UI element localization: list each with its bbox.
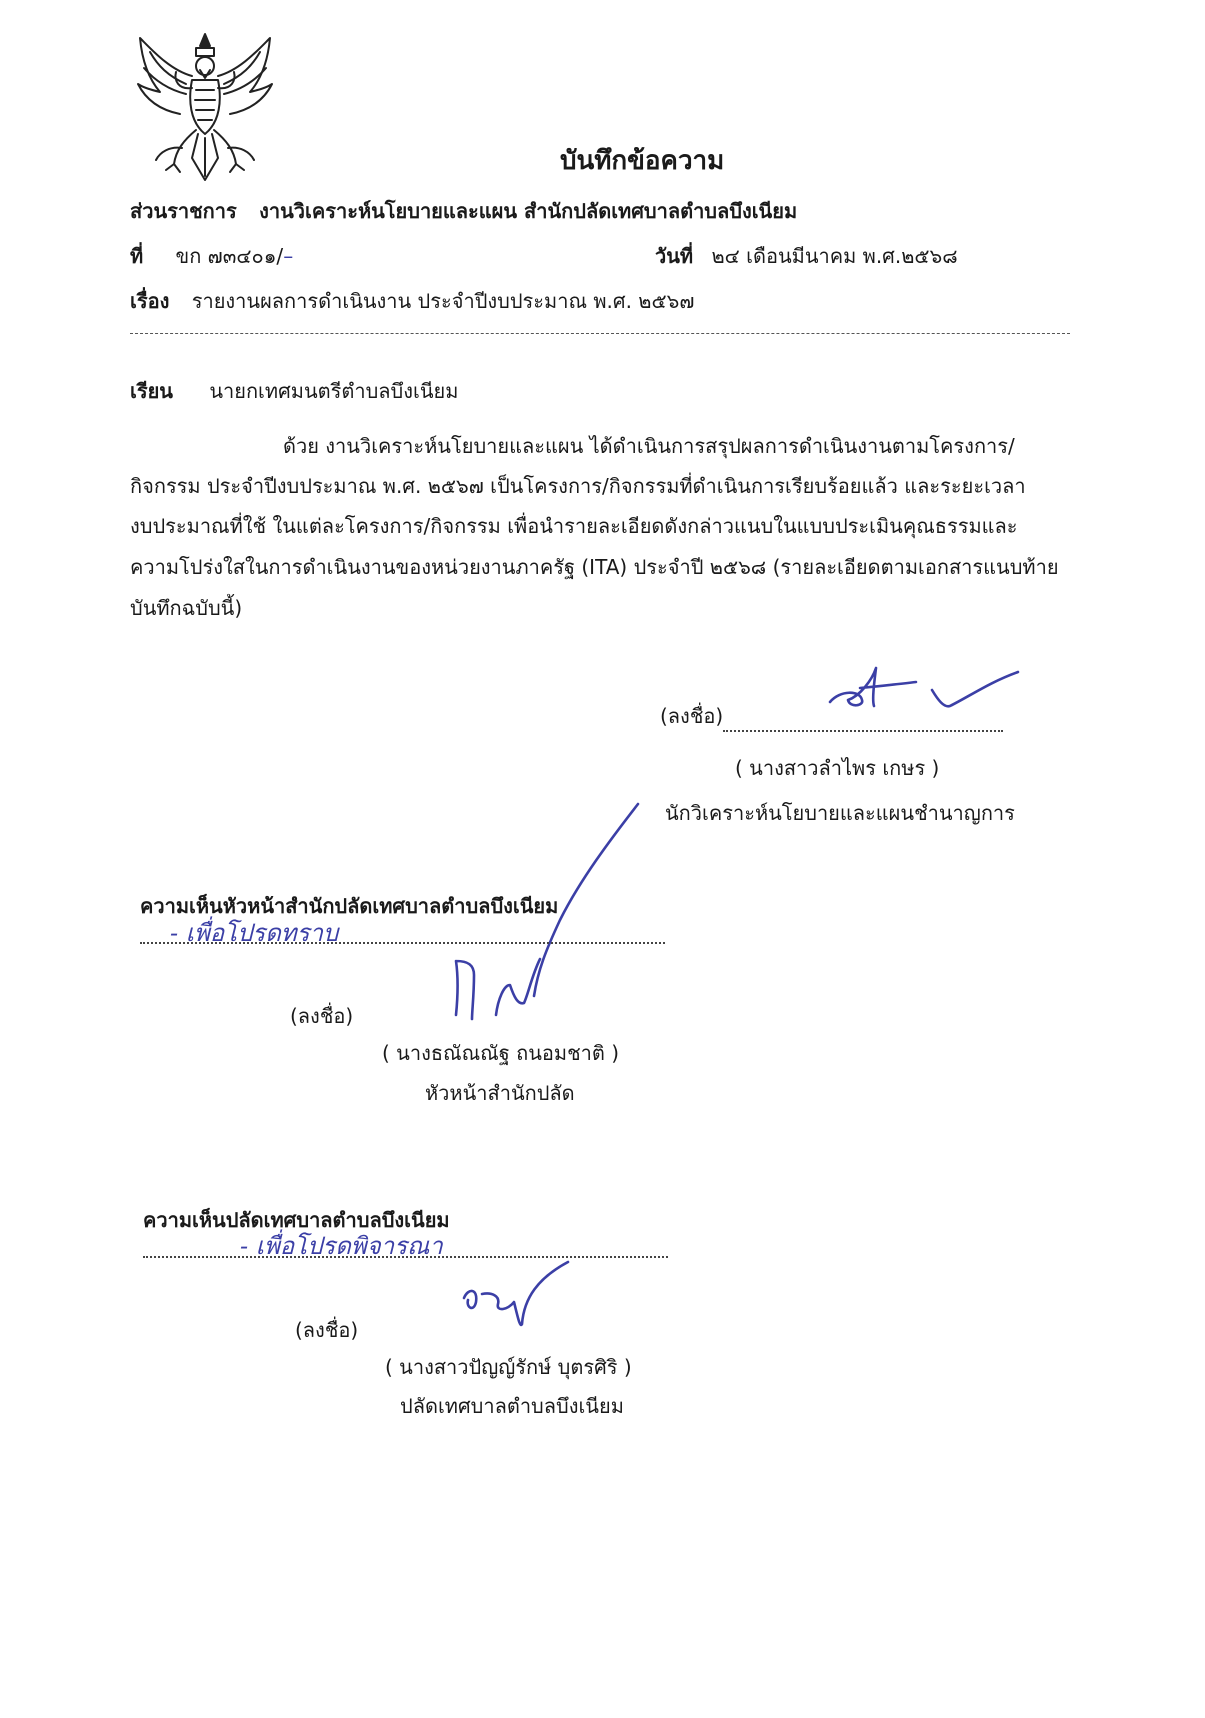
date-value: ๒๔ เดือนมีนาคม พ.ศ.๒๕๖๘ (711, 244, 958, 268)
salutation-value: นายกเทศมนตรีตำบลบึงเนียม (209, 379, 459, 403)
reference-value: ขก ๗๓๔๐๑/ (175, 244, 284, 268)
header-divider (130, 333, 1070, 334)
subject-value: รายงานผลการดำเนินงาน ประจำปีงบประมาณ พ.ศ. ๒๕๖๗ (191, 289, 695, 313)
opinion-1-dotted-line (140, 942, 665, 944)
garuda-emblem (130, 30, 280, 185)
opinion-1-handwritten-note: - เพื่อโปรดทราบ (170, 919, 339, 947)
agency-value: งานวิเคราะห์นโยบายและแผน สำนักปลัดเทศบาลตำบลบึงเนียม (259, 199, 798, 223)
body-line-5: บันทึกฉบับนี้) (130, 596, 243, 620)
agency-row (130, 195, 797, 227)
subject-label: เรื่อง (130, 289, 170, 313)
document-title: บันทึกข้อความ (560, 146, 725, 176)
opinion-2-handwritten-note: - เพื่อโปรดพิจารณา (240, 1232, 443, 1260)
opinion-1-sign-label: (ลงชื่อ) (290, 1004, 354, 1028)
body-line-4: ความโปร่งใสในการดำเนินงานของหน่วยงานภาครัฐ (ITA) ประจำปี ๒๕๖๘ (รายละเอียดตามเอกสารแนบท้าย (130, 555, 1059, 579)
signature-1-position: นักวิเคราะห์นโยบายและแผนชำนาญการ (665, 801, 1015, 825)
subject-row (130, 285, 694, 317)
opinion-1-position: หัวหน้าสำนักปลัด (425, 1081, 575, 1105)
body-line-2: กิจกรรม ประจำปีงบประมาณ พ.ศ. ๒๕๖๗ เป็นโครงการ/กิจกรรมที่ดำเนินการเรียบร้อยแล้ว และระยะเวลา (130, 474, 1026, 498)
opinion-1-signature (448, 955, 558, 1025)
opinion-1-name: ( นางธณัณณัฐ ถนอมชาติ ) (382, 1041, 620, 1065)
date-label: วันที่ (655, 244, 694, 268)
reference-row (130, 240, 293, 272)
signature-1-label: (ลงชื่อ) (660, 704, 724, 728)
reference-label: ที่ (130, 244, 144, 268)
body-line-3: งบประมาณที่ใช้ ในแต่ละโครงการ/กิจกรรม เพื่อนำรายละเอียดดังกล่าวแนบในแบบประเมินคุณธรรมและ (130, 514, 1018, 538)
signature-1-name: ( นางสาวลำไพร เกษร ) (735, 756, 940, 780)
salutation (130, 375, 458, 407)
body-line-1: ด้วย งานวิเคราะห์นโยบายและแผน ได้ดำเนินการสรุปผลการดำเนินงานตามโครงการ/ (283, 434, 1015, 458)
salutation-label: เรียน (130, 379, 173, 403)
opinion-1-heading: ความเห็นหัวหน้าสำนักปลัดเทศบาลตำบลบึงเนียม (140, 894, 559, 918)
opinion-2-dotted-line (143, 1256, 668, 1258)
reference-ink-mark: – (283, 244, 294, 268)
opinion-2-sign-label: (ลงชื่อ) (295, 1318, 359, 1342)
opinion-2-name: ( นางสาวปัญญ์รักษ์ บุตรศิริ ) (385, 1355, 632, 1379)
date-row (655, 240, 958, 272)
signature-1-handwriting (820, 660, 1020, 720)
opinion-2-signature (458, 1258, 578, 1328)
agency-label: ส่วนราชการ (130, 199, 237, 223)
opinion-2-heading: ความเห็นปลัดเทศบาลตำบลบึงเนียม (143, 1208, 450, 1232)
opinion-2-position: ปลัดเทศบาลตำบลบึงเนียม (400, 1394, 624, 1418)
